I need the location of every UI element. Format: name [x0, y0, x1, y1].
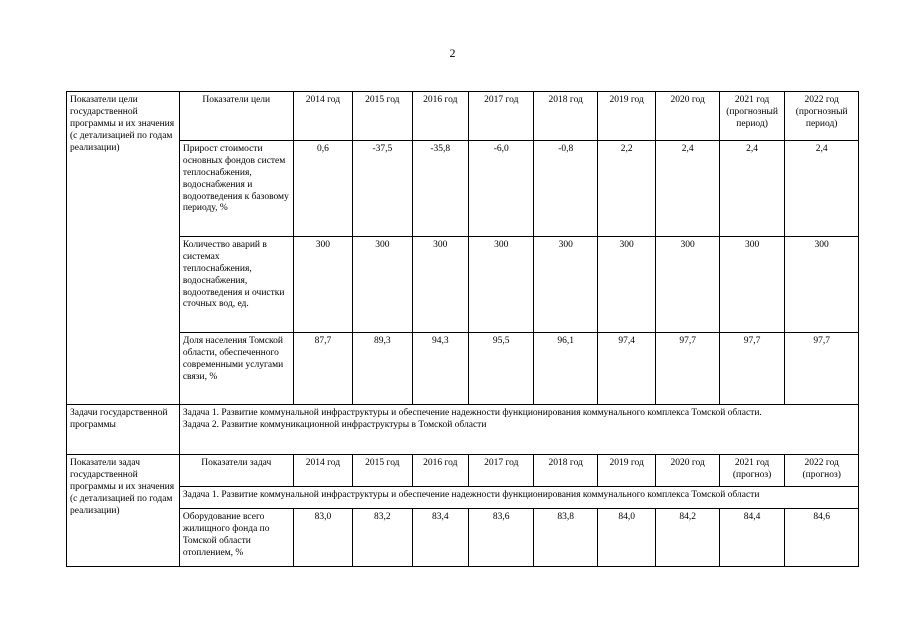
header-cell: 2021 год (прогнозный период) — [719, 92, 784, 141]
value-cell: 83,6 — [469, 509, 534, 567]
value-cell: 97,7 — [719, 333, 784, 405]
table-row — [67, 333, 859, 405]
header-cell: 2018 год — [534, 455, 597, 487]
value-cell: 300 — [469, 237, 534, 333]
value-cell: 97,7 — [785, 333, 859, 405]
header-cell: 2015 год — [353, 92, 412, 141]
table-row — [67, 141, 859, 237]
value-cell: 0,6 — [293, 141, 352, 237]
value-cell: 300 — [719, 237, 784, 333]
indicator-name: Доля населения Томской области, обеспеченного современными услугами связи, % — [179, 333, 293, 405]
value-cell: 2,4 — [785, 141, 859, 237]
value-cell: -35,8 — [412, 141, 468, 237]
header-cell: 2016 год — [412, 92, 468, 141]
value-cell: 84,2 — [656, 509, 719, 567]
header-cell: 2019 год — [597, 92, 655, 141]
value-cell: 95,5 — [469, 333, 534, 405]
value-cell: 97,4 — [597, 333, 655, 405]
program-indicators-table — [66, 91, 859, 567]
value-cell: 300 — [534, 237, 597, 333]
header-cell: 2018 год — [534, 92, 597, 141]
value-cell: 83,4 — [412, 509, 468, 567]
value-cell: 84,0 — [597, 509, 655, 567]
header-cell: Показатели цели — [179, 92, 293, 141]
value-cell: -37,5 — [353, 141, 412, 237]
header-cell: 2017 год — [469, 92, 534, 141]
header-cell: Показатели задач — [179, 455, 293, 487]
value-cell: -0,8 — [534, 141, 597, 237]
value-cell: 83,8 — [534, 509, 597, 567]
task-indicators-label: Показатели задач государственной программы и их значения (с детализацией по годам реализации) — [67, 455, 180, 567]
goal-indicators-label: Показатели цели государственной программы и их значения (с детализацией по годам реализации) — [67, 92, 180, 405]
task-title-row — [67, 487, 859, 509]
indicator-name: Количество аварий в системах теплоснабжения, водоснабжения, водоотведения и очистки сточных вод, ед. — [179, 237, 293, 333]
value-cell: 300 — [656, 237, 719, 333]
program-tasks-label: Задачи государственной программы — [67, 405, 180, 455]
header-cell: 2019 год — [597, 455, 655, 487]
task-1-title: Задача 1. Развитие коммунальной инфраструктуры и обеспечение надежности функционирования коммунального комплекса Томской области — [179, 487, 858, 509]
header-cell: 2014 год — [293, 455, 352, 487]
program-tasks-row — [67, 405, 859, 455]
header-cell: 2020 год — [656, 455, 719, 487]
value-cell: 87,7 — [293, 333, 352, 405]
value-cell: 96,1 — [534, 333, 597, 405]
value-cell: 84,4 — [719, 509, 784, 567]
value-cell: 2,4 — [719, 141, 784, 237]
page-number: 2 — [449, 46, 456, 60]
task-1-text: Задача 1. Развитие коммунальной инфраструктуры и обеспечение надежности функционирования коммунального комплекса Томской области. — [182, 408, 762, 418]
value-cell: 300 — [597, 237, 655, 333]
value-cell: 300 — [412, 237, 468, 333]
program-tasks-text — [179, 405, 858, 455]
value-cell: 89,3 — [353, 333, 412, 405]
header-cell: 2022 год (прогноз) — [785, 455, 859, 487]
header-cell: 2015 год — [353, 455, 412, 487]
header-cell: 2014 год — [293, 92, 352, 141]
indicator-name: Оборудование всего жилищного фонда по Томской области отоплением, % — [179, 509, 293, 567]
value-cell: 2,2 — [597, 141, 655, 237]
header-cell: 2020 год — [656, 92, 719, 141]
goal-indicators-header-row — [67, 92, 859, 141]
header-cell: 2016 год — [412, 455, 468, 487]
value-cell: -6,0 — [469, 141, 534, 237]
value-cell: 84,6 — [785, 509, 859, 567]
indicator-name: Прирост стоимости основных фондов систем теплоснабжения, водоснабжения и водоотведения к базовому периоду, % — [179, 141, 293, 237]
table-row — [67, 509, 859, 567]
header-cell: 2022 год (прогнозный период) — [785, 92, 859, 141]
value-cell: 2,4 — [656, 141, 719, 237]
header-cell: 2021 год (прогноз) — [719, 455, 784, 487]
value-cell: 300 — [785, 237, 859, 333]
table-row — [67, 237, 859, 333]
value-cell: 83,0 — [293, 509, 352, 567]
task-2-text: Задача 2. Развитие коммуникационной инфраструктуры в Томской области — [182, 419, 487, 430]
task-indicators-header-row — [67, 455, 859, 487]
value-cell: 300 — [353, 237, 412, 333]
value-cell: 94,3 — [412, 333, 468, 405]
value-cell: 300 — [293, 237, 352, 333]
header-cell: 2017 год — [469, 455, 534, 487]
value-cell: 97,7 — [656, 333, 719, 405]
value-cell: 83,2 — [353, 509, 412, 567]
